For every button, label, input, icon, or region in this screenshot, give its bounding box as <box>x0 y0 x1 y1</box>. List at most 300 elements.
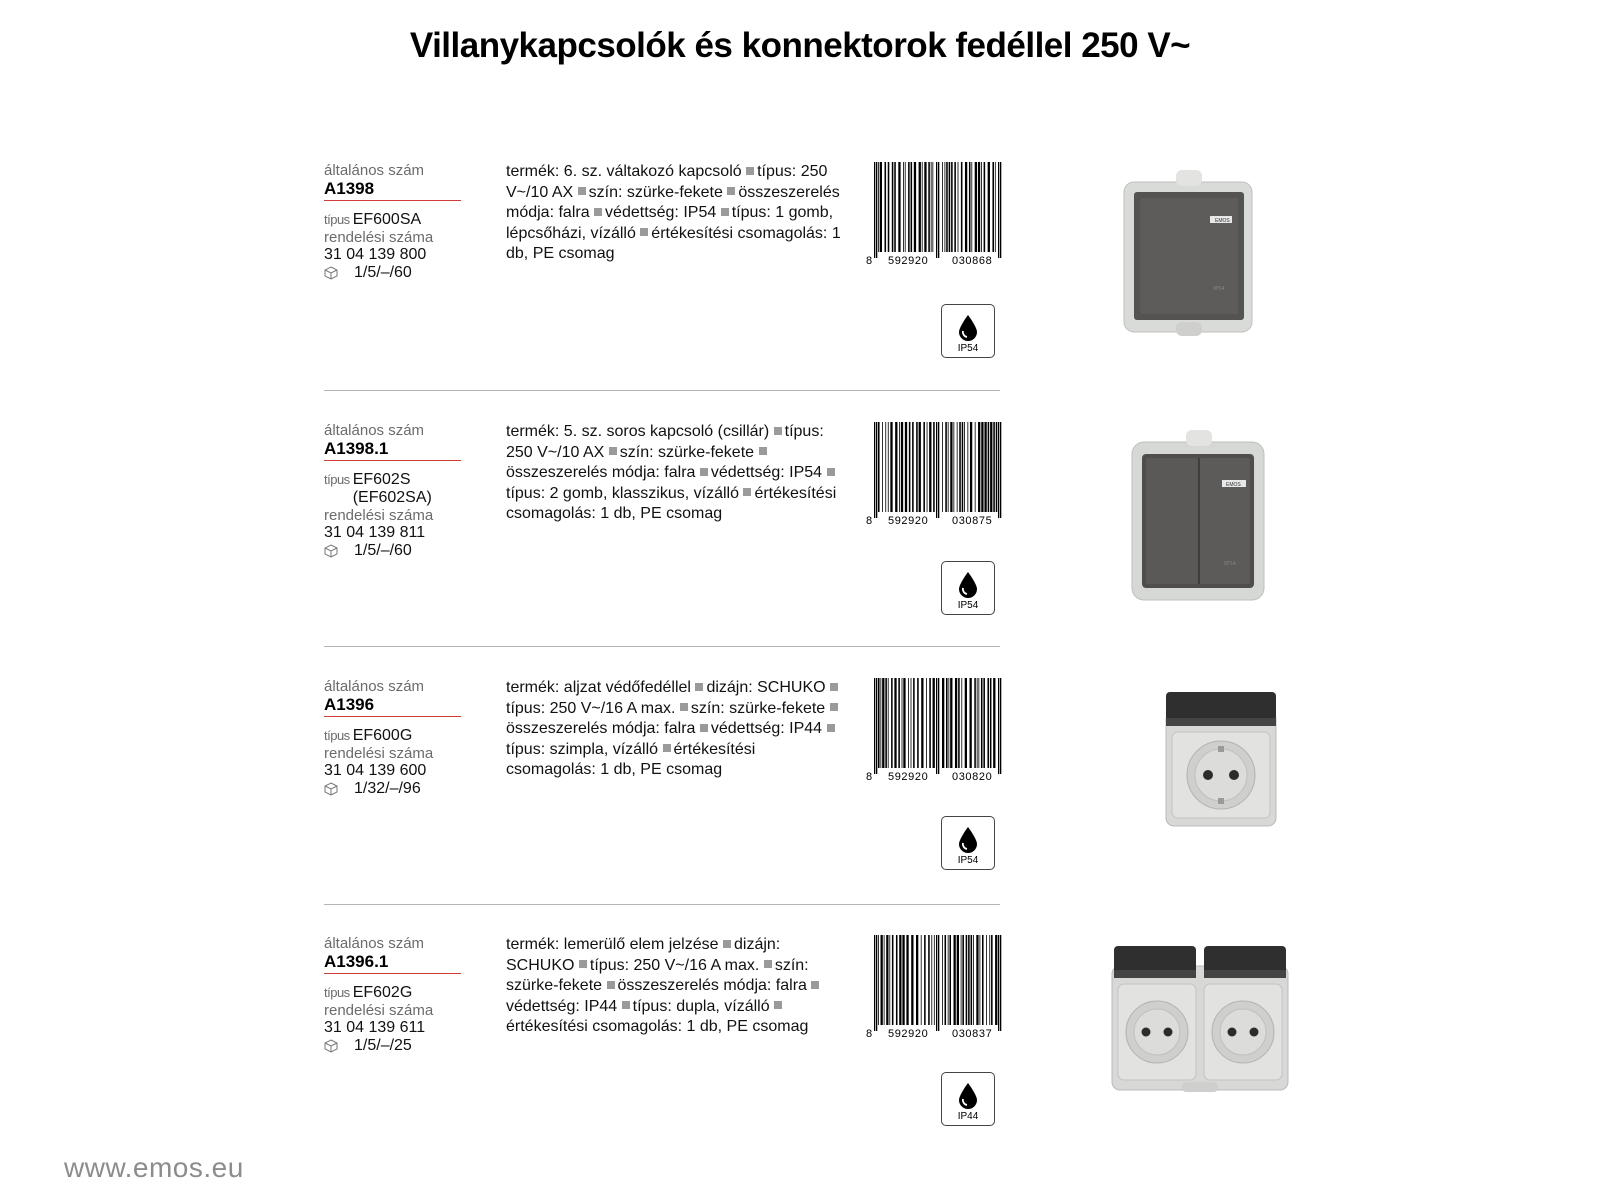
barcode-bar <box>895 422 897 512</box>
page-title: Villanykapcsolók és konnektorok fedéllel 250 V~ <box>409 26 1191 65</box>
barcode-bar <box>942 678 944 768</box>
product-info <box>324 935 464 1055</box>
barcode-guard-bar <box>938 422 939 518</box>
barcode-digits: 030875 <box>952 515 993 526</box>
barcode-bar <box>889 935 890 1025</box>
barcode-bar <box>885 162 887 252</box>
bullet-square-icon <box>622 1001 630 1009</box>
barcode-bar <box>911 935 913 1025</box>
barcode-bar <box>927 422 928 512</box>
barcode-bar <box>958 678 960 768</box>
bullet-square-icon <box>811 981 819 989</box>
description-item: értékesítési csomagolás: 1 db, PE csomag <box>506 740 756 778</box>
bullet-square-icon <box>663 744 671 752</box>
bullet-square-icon <box>579 960 587 968</box>
general-number-label: általános szám <box>324 935 425 952</box>
bullet-square-icon <box>746 167 754 175</box>
barcode-bar <box>946 678 948 768</box>
barcode-bar <box>949 935 951 1025</box>
ip-rating-badge <box>941 561 995 615</box>
footer-url[interactable]: www.emos.eu <box>64 1152 244 1183</box>
bullet-square-icon <box>727 187 735 195</box>
barcode-guard-bar <box>998 678 999 774</box>
description-item: védettség: IP54 <box>605 204 717 221</box>
barcode-bar <box>991 935 993 1025</box>
barcode-digits: 8 <box>866 515 873 526</box>
barcode-bar <box>903 678 905 768</box>
barcode-bar <box>929 678 931 768</box>
barcode-bar <box>981 422 983 512</box>
description-item: dizájn: SCHUKO <box>706 679 826 696</box>
bullet-square-icon <box>830 683 838 691</box>
barcode-bar <box>988 422 990 512</box>
double-switch-image <box>1128 428 1268 611</box>
barcode-bar <box>971 935 973 1025</box>
barcode-bar <box>945 422 947 512</box>
barcode-bar <box>950 678 952 768</box>
barcode-bar <box>922 162 923 252</box>
packaging-value: 1/5/–/60 <box>354 264 412 281</box>
barcode-bar <box>954 162 956 252</box>
description-item: védettség: IP44 <box>710 720 823 737</box>
barcode-bar <box>948 422 949 512</box>
barcode-bar <box>973 935 974 1025</box>
description-item: típus: 250 V~/16 A max. <box>506 699 676 717</box>
barcode-bar <box>978 422 980 512</box>
barcode-bar <box>959 422 961 512</box>
barcode-bar <box>931 162 932 252</box>
ean-barcode <box>866 162 1002 266</box>
packaging-line <box>324 264 464 282</box>
barcode-digits: 030868 <box>952 255 993 266</box>
general-number-label: általános szám <box>324 422 425 439</box>
svg-text:EMOS: EMOS <box>1226 482 1241 488</box>
description-item: típus: 1 gomb, lépcsőházi, vízálló <box>506 204 834 242</box>
barcode-bar <box>892 935 894 1025</box>
row-divider <box>324 390 1000 391</box>
barcode-bar <box>978 162 980 252</box>
barcode-bar <box>921 935 922 1025</box>
barcode-guard-bar <box>936 162 937 258</box>
barcode-digits: 592920 <box>888 771 929 782</box>
type-line <box>324 727 464 745</box>
barcode-bar <box>948 935 949 1025</box>
barcode-digits: 8 <box>866 771 873 782</box>
single-socket-image <box>1162 690 1280 835</box>
barcode-bar <box>902 678 903 768</box>
bullet-square-icon <box>830 703 838 711</box>
ean-barcode <box>866 678 1002 782</box>
barcode-bar <box>905 422 907 512</box>
package-box-icon <box>324 782 338 796</box>
description-item: dizájn: SCHUKO <box>506 936 781 974</box>
barcode-bar <box>962 422 964 512</box>
barcode-bar <box>891 678 893 768</box>
bullet-square-icon <box>594 208 602 216</box>
type-value: EF600SA <box>352 211 422 228</box>
barcode-bar <box>914 162 916 252</box>
barcode-bar <box>912 422 914 512</box>
description-item: termék: 5. sz. soros kapcsoló (csillár) <box>506 423 770 440</box>
bullet-square-icon <box>578 187 586 195</box>
barcode-bar <box>886 935 888 1025</box>
barcode-bar <box>970 678 972 768</box>
description-item: szín: szürke-fekete <box>506 956 809 994</box>
barcode-bar <box>916 422 918 512</box>
barcode-digits: 030820 <box>952 771 993 782</box>
barcode-bar <box>954 935 956 1025</box>
barcode-bar <box>969 162 971 252</box>
barcode-bar <box>888 162 890 252</box>
svg-text:IP54: IP54 <box>1224 561 1236 567</box>
type-value: EF602G <box>352 984 413 1001</box>
type-line <box>324 211 464 229</box>
packaging-value: 1/32/–/96 <box>354 780 421 797</box>
barcode-guard-bar <box>1000 935 1001 1031</box>
barcode-guard-bar <box>874 422 875 518</box>
barcode-bar <box>894 678 896 768</box>
barcode-guard-bar <box>998 162 999 258</box>
product-info <box>324 422 464 560</box>
barcode-bar <box>967 422 968 512</box>
packaging-value: 1/5/–/60 <box>354 542 412 559</box>
barcode-bar <box>878 678 880 768</box>
description-item: védettség: IP54 <box>710 464 823 481</box>
ip-rating-text: IP54 <box>957 343 979 354</box>
barcode-guard-bar <box>876 935 877 1031</box>
barcode-bar <box>988 162 990 252</box>
order-number-label: rendelési száma <box>324 229 434 246</box>
barcode-bar <box>892 162 894 252</box>
general-number-label: általános szám <box>324 162 425 179</box>
barcode-bar <box>964 422 965 512</box>
barcode-bar <box>882 422 883 512</box>
description-item: összeszerelés módja: falra <box>506 720 696 737</box>
order-number: 31 04 139 811 <box>324 524 426 541</box>
barcode-bar <box>917 678 919 768</box>
description-item: értékesítési csomagolás: 1 db, PE csomag <box>506 1018 809 1035</box>
barcode-bar <box>919 162 921 252</box>
barcode-bar <box>965 162 967 252</box>
barcode-bar <box>902 935 904 1025</box>
description-item: típus: 250 V~/10 AX <box>506 423 824 461</box>
water-drop-icon <box>957 314 979 342</box>
barcode-bar <box>911 162 913 252</box>
barcode-bar <box>986 935 987 1025</box>
bullet-square-icon <box>827 468 835 476</box>
barcode-bar <box>978 678 979 768</box>
product-row <box>0 678 1600 928</box>
general-number: A1396.1 <box>324 952 461 974</box>
packaging-line <box>324 542 464 560</box>
product-description <box>506 422 846 525</box>
product-description <box>506 935 846 1038</box>
barcode-bar <box>995 162 996 252</box>
barcode-bar <box>885 422 886 512</box>
barcode-bar <box>951 162 953 252</box>
barcode-bar <box>878 935 879 1025</box>
barcode-bar <box>919 422 921 512</box>
barcode-bar <box>975 162 977 252</box>
description-item: összeszerelés módja: falra <box>617 977 807 994</box>
barcode-bar <box>888 422 889 512</box>
description-item: típus: 250 V~/16 A max. <box>589 956 760 974</box>
barcode-bar <box>955 678 957 768</box>
row-divider <box>324 904 1000 905</box>
barcode-bar <box>924 935 926 1025</box>
barcode-bar <box>984 422 986 512</box>
bullet-square-icon <box>695 683 703 691</box>
bullet-square-icon <box>680 703 688 711</box>
description-item: termék: aljzat védőfedéllel <box>506 679 691 696</box>
water-drop-icon <box>957 1082 979 1110</box>
type-line <box>324 984 464 1002</box>
barcode-bar <box>971 162 972 252</box>
general-number: A1398.1 <box>324 439 461 461</box>
ip-rating-badge <box>941 304 995 358</box>
bullet-square-icon <box>774 427 782 435</box>
barcode-bar <box>926 678 927 768</box>
type-label: típus <box>324 472 350 487</box>
ip-rating-text: IP54 <box>957 855 979 866</box>
barcode-guard-bar <box>936 678 937 774</box>
barcode-bar <box>981 678 983 768</box>
barcode-guard-bar <box>938 935 939 1031</box>
barcode-digits: 592920 <box>888 515 929 526</box>
description-item: védettség: IP44 <box>506 997 618 1015</box>
svg-text:EMOS: EMOS <box>1215 218 1230 224</box>
barcode-bar <box>957 935 959 1025</box>
barcode-bar <box>921 678 923 768</box>
barcode-bar <box>977 678 978 768</box>
barcode-bar <box>933 422 935 512</box>
bullet-square-icon <box>764 960 772 968</box>
barcode-bar <box>881 935 883 1025</box>
barcode-bar <box>948 678 949 768</box>
product-description <box>506 678 846 781</box>
type-label: típus <box>324 212 350 227</box>
packaging-value: 1/5/–/25 <box>354 1037 412 1054</box>
bullet-square-icon <box>700 724 708 732</box>
barcode-bar <box>982 935 984 1025</box>
barcode-guard-bar <box>938 678 939 774</box>
description-item: szín: szürke-fekete <box>588 183 723 201</box>
bullet-square-icon <box>827 724 835 732</box>
description-item: típus: 2 gomb, klasszikus, vízálló <box>506 484 739 502</box>
barcode-digits: 030837 <box>952 1028 993 1039</box>
barcode-bar <box>958 162 959 252</box>
description-item: termék: 6. sz. váltakozó kapcsoló <box>506 163 742 180</box>
barcode-bar <box>913 678 915 768</box>
water-drop-icon <box>957 826 979 854</box>
barcode-bar <box>908 162 910 252</box>
bullet-square-icon <box>607 981 615 989</box>
description-item: típus: dupla, vízálló <box>632 997 770 1015</box>
bullet-square-icon <box>774 1001 782 1009</box>
barcode-bar <box>989 935 990 1025</box>
description-item: összeszerelés módja: falra <box>506 183 840 221</box>
description-item: összeszerelés módja: falra <box>506 464 696 481</box>
barcode-guard-bar <box>1000 162 1001 258</box>
package-box-icon <box>324 544 338 558</box>
ip-rating-text: IP54 <box>957 600 979 611</box>
barcode-bar <box>993 678 995 768</box>
package-box-icon <box>324 1039 338 1053</box>
barcode-guard-bar <box>998 422 999 518</box>
barcode-bar <box>894 162 896 252</box>
bullet-square-icon <box>759 447 767 455</box>
barcode-guard-bar <box>874 162 875 258</box>
barcode-bar <box>953 422 954 512</box>
barcode-guard-bar <box>936 422 937 518</box>
barcode-guard-bar <box>876 678 877 774</box>
barcode-bar <box>942 422 943 512</box>
barcode-guard-bar <box>1000 678 1001 774</box>
bullet-square-icon <box>700 468 708 476</box>
product-row <box>0 162 1600 412</box>
order-number: 31 04 139 611 <box>324 1019 426 1036</box>
bullet-square-icon <box>723 940 731 948</box>
barcode-digits: 8 <box>866 255 873 266</box>
single-switch-image <box>1118 168 1258 343</box>
barcode-bar <box>984 162 986 252</box>
barcode-bar <box>974 678 976 768</box>
bullet-square-icon <box>743 488 751 496</box>
ip-rating-badge <box>941 816 995 870</box>
barcode-bar <box>899 935 901 1025</box>
barcode-bar <box>880 678 881 768</box>
barcode-bar <box>911 678 912 768</box>
barcode-bar <box>934 935 935 1025</box>
barcode-bar <box>945 935 947 1025</box>
type-line <box>324 471 464 507</box>
barcode-bar <box>908 678 909 768</box>
general-number-label: általános szám <box>324 678 425 695</box>
description-item: típus: 250 V~/10 AX <box>506 163 828 201</box>
barcode-bar <box>916 935 918 1025</box>
water-drop-icon <box>957 571 979 599</box>
barcode-bar <box>882 678 884 768</box>
row-divider <box>324 646 1000 647</box>
general-number: A1398 <box>324 179 461 201</box>
barcode-bar <box>987 678 989 768</box>
barcode-bar <box>898 162 900 252</box>
barcode-bar <box>949 162 951 252</box>
barcode-digits: 592920 <box>888 255 929 266</box>
barcode-bar <box>965 678 967 768</box>
barcode-bar <box>885 678 887 768</box>
type-value: EF602S (EF602SA) <box>352 471 432 506</box>
barcode-bar <box>993 422 995 512</box>
type-label: típus <box>324 985 350 1000</box>
bullet-square-icon <box>640 228 648 236</box>
barcode-bar <box>945 162 946 252</box>
barcode-digits: 8 <box>866 1028 873 1039</box>
barcode-bar <box>924 162 926 252</box>
barcode-bar <box>880 162 882 252</box>
barcode-bar <box>932 162 933 252</box>
product-info <box>324 162 464 282</box>
double-socket-image <box>1108 944 1292 1099</box>
barcode-bar <box>950 422 952 512</box>
packaging-line <box>324 1037 464 1055</box>
barcode-bar <box>966 935 968 1025</box>
barcode-guard-bar <box>876 422 877 518</box>
description-item: szín: szürke-fekete <box>619 443 755 461</box>
description-item: termék: lemerülő elem jelzése <box>506 936 719 953</box>
ean-barcode <box>866 935 1002 1039</box>
barcode-bar <box>929 422 931 512</box>
bullet-square-icon <box>721 208 729 216</box>
barcode-bar <box>970 422 972 512</box>
barcode-guard-bar <box>874 935 875 1031</box>
barcode-guard-bar <box>874 678 875 774</box>
description-item: szín: szürke-fekete <box>690 699 826 717</box>
barcode-guard-bar <box>936 935 937 1031</box>
barcode-bar <box>995 935 997 1025</box>
barcode-bar <box>975 422 976 512</box>
barcode-bar <box>961 678 962 768</box>
description-item: típus: szimpla, vízálló <box>506 740 659 758</box>
barcode-bar <box>990 678 992 768</box>
order-number-label: rendelési száma <box>324 1002 434 1019</box>
product-description <box>506 162 846 265</box>
barcode-bar <box>992 162 994 252</box>
barcode-bar <box>903 162 904 252</box>
description-item: értékesítési csomagolás: 1 db, PE csomag <box>506 224 841 262</box>
product-row <box>0 422 1600 672</box>
barcode-bar <box>884 935 885 1025</box>
order-number-label: rendelési száma <box>324 507 434 524</box>
bullet-square-icon <box>609 447 617 455</box>
barcode-bar <box>909 422 911 512</box>
barcode-guard-bar <box>998 935 999 1031</box>
barcode-bar <box>961 162 963 252</box>
barcode-bar <box>976 935 978 1025</box>
svg-text:IP54: IP54 <box>1213 286 1225 292</box>
barcode-bar <box>981 162 982 252</box>
barcode-bar <box>901 422 903 512</box>
product-row <box>0 935 1600 1185</box>
barcode-bar <box>928 935 930 1025</box>
package-box-icon <box>324 266 338 280</box>
barcode-bar <box>983 678 985 768</box>
type-value: EF600G <box>352 727 413 744</box>
barcode-digits: 592920 <box>888 1028 929 1039</box>
barcode-bar <box>906 935 908 1025</box>
description-item: értékesítési csomagolás: 1 db, PE csomag <box>506 484 837 522</box>
barcode-bar <box>878 422 880 512</box>
barcode-bar <box>896 935 898 1025</box>
barcode-bar <box>878 162 879 252</box>
barcode-bar <box>942 162 943 252</box>
general-number: A1396 <box>324 695 461 717</box>
product-info <box>324 678 464 798</box>
ip-rating-badge <box>941 1072 995 1126</box>
barcode-bar <box>888 678 889 768</box>
barcode-guard-bar <box>876 162 877 258</box>
ean-barcode <box>866 422 1002 526</box>
type-label: típus <box>324 728 350 743</box>
barcode-bar <box>928 162 930 252</box>
order-number: 31 04 139 600 <box>324 762 427 779</box>
barcode-bar <box>980 935 981 1025</box>
packaging-line <box>324 780 464 798</box>
order-number: 31 04 139 800 <box>324 246 427 263</box>
ip-rating-text: IP44 <box>957 1111 979 1122</box>
barcode-bar <box>905 162 906 252</box>
barcode-bar <box>933 678 935 768</box>
